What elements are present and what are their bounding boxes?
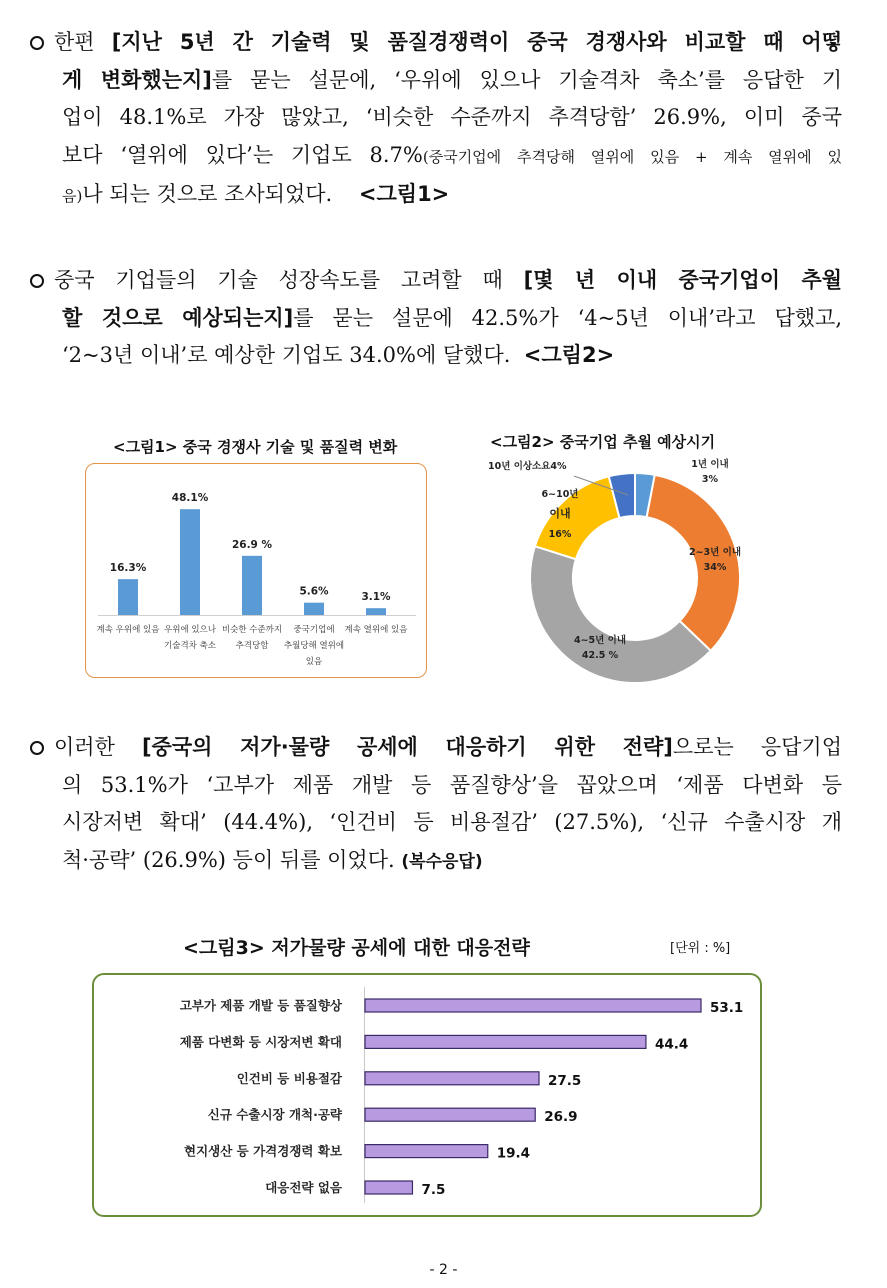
chart-3-bar xyxy=(365,1035,646,1048)
chart-1-category-label: 계속 열위에 있음 xyxy=(344,625,408,635)
chart-2-slice-label: 2~3년 이내 xyxy=(688,547,742,558)
chart-1-bar xyxy=(304,603,324,615)
text: 를 묻는 설문에, ‘우위에 있으나 기술격차 축소’를 응답한 기 xyxy=(211,67,842,92)
paragraph-3-line-2 xyxy=(30,767,842,805)
chart-1-data-label: 3.1% xyxy=(361,591,391,604)
emphasis-text: [몇 년 이내 중국기업이 추월 xyxy=(523,268,842,292)
text: 를 묻는 설문에 42.5%가 ‘4~5년 이내’라고 답했고, xyxy=(293,305,842,330)
bullet-circle-icon xyxy=(30,36,44,50)
text: 보다 ‘열위에 있다’는 기업도 8.7% xyxy=(62,142,423,167)
small-note: (중국기업에 추격당해 열위에 있음 + 계속 열위에 있 xyxy=(422,147,842,166)
chart-3-data-label: 7.5 xyxy=(421,1182,446,1198)
small-note: 음) xyxy=(62,187,83,205)
paragraph-3-line-1 xyxy=(30,729,842,767)
bullet-circle-icon xyxy=(30,274,44,288)
paragraph-2-line-3 xyxy=(30,337,842,375)
paragraph-3-line-4 xyxy=(30,842,842,882)
chart-1-category-label: 있음 xyxy=(305,657,323,667)
paragraph-2 xyxy=(30,262,842,375)
text: 한편 xyxy=(54,30,112,54)
chart-2-slice-label: 42.5 % xyxy=(581,650,619,661)
chart-3-bar xyxy=(365,1108,535,1121)
text: 의 53.1%가 ‘고부가 제품 개발 등 품질향상’을 꼽았으며 ‘제품 다변화 등 xyxy=(62,772,842,797)
text: 업이 48.1%로 가장 많았고, ‘비슷한 수준까지 추격당함’ 26.9%, 이미 중국 xyxy=(62,105,842,129)
chart-3-category-label: 현지생산 등 가격경쟁력 확보 xyxy=(184,1143,342,1159)
chart-1-category-label: 중국기업에 xyxy=(293,625,335,635)
chart-1-category-label: 우위에 있으나 xyxy=(164,625,216,635)
emphasis-text: [지난 5년 간 기술력 및 품질경쟁력이 중국 경쟁사와 비교할 때 어떻 xyxy=(111,30,842,54)
chart-1-category-label: 비슷한 수준까지 xyxy=(221,625,283,635)
emphasis-text: 게 변화했는지] xyxy=(62,67,212,92)
chart-3-data-label: 44.4 xyxy=(654,1036,689,1053)
paragraph-2-line-2 xyxy=(30,300,842,338)
chart-1-data-label: 16.3% xyxy=(109,562,147,575)
emphasis-text: [중국의 저가·물량 공세에 대응하기 위한 전략] xyxy=(141,735,673,759)
paragraph-2-line-1 xyxy=(30,262,842,300)
figure-1-bar-chart xyxy=(86,464,425,676)
emphasis-text: 할 것으로 예상되는지] xyxy=(62,305,294,330)
figure-2-donut-chart xyxy=(470,455,770,695)
text: 척·공략’ (26.9%) 등이 뒤를 이었다. xyxy=(62,847,395,872)
chart-1-data-label: 26.9 % xyxy=(231,538,273,551)
chart-2-slice-label: 16% xyxy=(548,529,572,540)
text: 시장저변 확대’ (44.4%), ‘인건비 등 비용절감’ (27.5%), ‘신규 수출시장 개 xyxy=(62,810,842,834)
text: ‘2~3년 이내’로 예상한 기업도 34.0%에 달했다. xyxy=(62,343,511,367)
note-multiple-response: (복수응답) xyxy=(401,851,483,872)
text: 으로는 응답기업 xyxy=(672,735,842,759)
text: 나 되는 것으로 조사되었다. xyxy=(82,182,333,206)
page-number: - 2 - xyxy=(429,1262,458,1278)
chart-1-category-label: 계속 우위에 있음 xyxy=(96,625,160,635)
chart-3-data-label: 19.4 xyxy=(496,1145,531,1162)
chart-3-category-label: 대응전략 없음 xyxy=(265,1180,342,1195)
figure-3-title: <그림3> 저가물량 공세에 대한 대응전략 xyxy=(183,937,530,959)
chart-2-slice-label: 1년 이내 xyxy=(691,459,729,470)
figure-3-unit: [단위 : %] xyxy=(670,941,731,956)
chart-1-bar xyxy=(118,579,138,615)
figure-1-title: <그림1> 중국 경쟁사 기술 및 품질력 변화 xyxy=(113,438,398,456)
figure-1-frame xyxy=(85,463,427,678)
chart-2-slice xyxy=(530,546,711,683)
chart-3-bar xyxy=(365,1072,539,1085)
figure-reference: <그림2> xyxy=(523,343,615,367)
paragraph-3 xyxy=(30,729,842,881)
figure-3-bar-chart xyxy=(94,975,760,1215)
chart-2-slice-label: 이내 xyxy=(549,507,571,520)
chart-1-category-label: 추월당해 열위에 xyxy=(283,641,345,651)
paragraph-1-line-4 xyxy=(30,137,842,177)
text: 중국 기업들의 기술 성장속도를 고려할 때 xyxy=(54,268,524,292)
chart-2-slice-label: 4~5년 이내 xyxy=(573,635,627,646)
chart-3-bar xyxy=(365,1181,412,1194)
paragraph-1-line-1 xyxy=(30,24,842,62)
chart-3-data-label: 27.5 xyxy=(548,1072,582,1089)
figure-reference: <그림1> xyxy=(358,182,450,206)
chart-3-bar xyxy=(365,999,701,1012)
chart-2-slice-label: 3% xyxy=(701,474,719,485)
text: 이러한 xyxy=(54,735,142,759)
paragraph-1-line-2 xyxy=(30,62,842,100)
figure-3-frame xyxy=(92,973,762,1217)
chart-3-bar xyxy=(365,1145,488,1158)
chart-3-category-label: 신규 수출시장 개척·공략 xyxy=(207,1107,342,1123)
chart-3-category-label: 고부가 제품 개발 등 품질향상 xyxy=(179,998,342,1013)
chart-1-bar xyxy=(366,608,386,615)
chart-3-data-label: 53.1 xyxy=(710,1000,744,1016)
figure-2-title: <그림2> 중국기업 추월 예상시기 xyxy=(490,433,716,451)
chart-3-category-label: 인건비 등 비용절감 xyxy=(236,1070,342,1086)
chart-2-slice-label: 34% xyxy=(703,562,727,573)
chart-3-data-label: 26.9 xyxy=(544,1109,578,1126)
chart-2-slice-label: 10년 이상소요4% xyxy=(488,461,567,472)
chart-1-category-label: 추격당함 xyxy=(235,641,269,651)
bullet-circle-icon xyxy=(30,741,44,755)
paragraph-1-line-5 xyxy=(30,176,842,216)
chart-1-data-label: 48.1% xyxy=(171,492,209,505)
paragraph-3-line-3 xyxy=(30,804,842,842)
chart-3-category-label: 제품 다변화 등 시장저변 확대 xyxy=(179,1034,342,1050)
paragraph-1-line-3 xyxy=(30,99,842,137)
chart-1-bar xyxy=(242,556,262,615)
chart-1-data-label: 5.6% xyxy=(299,585,329,598)
chart-1-category-label: 기술격차 축소 xyxy=(164,641,216,651)
paragraph-1 xyxy=(30,24,842,216)
chart-2-slice-label: 6~10년 xyxy=(541,489,579,500)
chart-1-bar xyxy=(180,509,200,615)
